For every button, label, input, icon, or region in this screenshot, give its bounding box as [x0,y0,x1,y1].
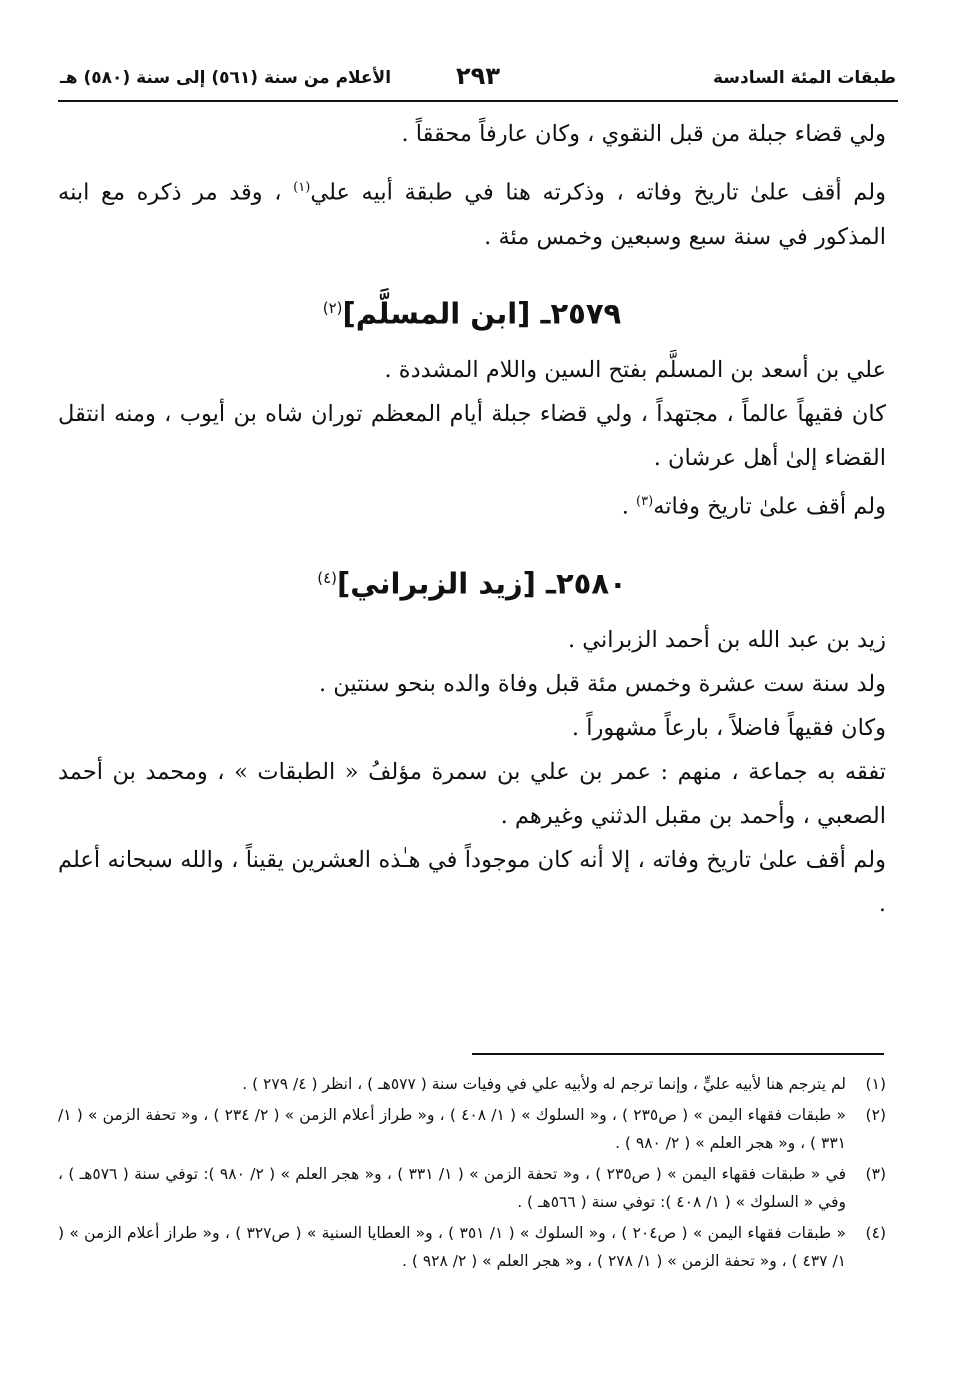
paragraph-text: ولم أقف علىٰ تاريخ وفاته ، وذكرته هنا في طبقة أبيه علي [310,179,886,206]
paragraph-continued-1: ولي قضاء جبلة من قبل النقوي ، وكان عارفاً محققاً . [401,121,886,147]
running-head-section-range: الأعلام من سنة (٥٦١) إلى سنة (٥٨٠) هـ [60,68,392,88]
entry-2579-heading [58,283,886,339]
main-text [58,112,886,926]
footnote-text: في « طبقات فقهاء اليمن » ( ص٢٣٥ ) ، و« تحفة الزمن » ( ١/ ٣٣١ ) ، و« هجر العلم » ( ٢/ ٩٨٠ ): توفي سنة ( ٥٧٦هـ ) ، وفي « السلوك » ( ١/ ٤٠٨ ): توفي سنة ( ٥٦٦هـ ) . [58,1165,846,1211]
entry-2580-paragraph-5: ولم أقف علىٰ تاريخ وفاته ، إلا أنه كان موجوداً في هـٰذه العشرين يقيناً ، والله سبحانه أعلم . [58,847,886,918]
footnote-item [58,1160,886,1216]
footnote-ref-3[interactable]: (٣) [636,494,654,510]
footnote-ref-2[interactable]: (٢) [322,298,343,317]
entry-2580-paragraph-3: وكان فقيهاً فاضلاً ، بارعاً مشهوراً . [571,715,886,742]
entry-2579-paragraph-1: علي بن أسعد بن المسلَّم بفتح السين واللام المشددة . [384,357,886,384]
entry-2580-paragraph-4: تفقه به جماعة ، منهم : عمر بن علي بن سمرة مؤلفُ « الطبقات » ، ومحمد بن أحمد الصعبي ، وأحمد بن مقبل الدثني وغيرهم . [58,759,886,830]
entry-2580-paragraph-1: زيد بن عبد الله بن أحمد الزبراني . [567,627,886,654]
footnote-number: (٤) [865,1224,886,1242]
footnote-ref-4[interactable]: (٤) [317,568,338,587]
paragraph-continued-2 [58,166,886,259]
entry-2579-paragraph-3 [58,480,886,529]
footnote-ref-1[interactable]: (١) [293,180,311,195]
footnote-rule [472,1053,884,1055]
footnote-text: لم يترجم هنا لأبيه عليٍّ ، وإنما ترجم له ولأبيه علي في وفيات سنة ( ٥٧٧هـ ) ، انظر ( ٤/ ٢٧٩ ) . [242,1075,846,1093]
entry-2580-paragraph-2: ولد سنة ست عشرة وخمس مئة قبل وفاة والده بنحو سنتين . [318,671,886,698]
footnote-text: « طبقات فقهاء اليمن » ( ص٢٠٤ ) ، و« السلوك » ( ١/ ٣٥١ ) ، و« العطايا السنية » ( ص٣٢٧ ) ، و« طراز أعلام الزمن » ( ١/ ٤٣٧ ) ، و« تحفة الزمن » ( ١/ ٢٧٨ ) ، و« هجر العلم » ( ٢/ ٩٢٨ ) . [58,1224,846,1270]
footnote-number: (١) [865,1075,886,1093]
page-number: ٢٩٣ [456,62,500,90]
header-rule [58,100,898,102]
paragraph-text: ، وقد مر ذكره مع ابنه المذكور في سنة سبع وسبعين وخمس مئة . [58,179,886,250]
running-head [60,62,896,96]
entry-title-text: ٢٥٨٠ـ [زيد الزبراني] [337,566,627,601]
footnote-item [58,1101,886,1157]
entry-2580-heading [58,553,886,609]
entry-title-text: ٢٥٧٩ـ [ابن المسلَّم] [342,296,622,331]
footnotes [58,1070,886,1278]
footnote-item [58,1070,886,1098]
footnote-text: « طبقات فقهاء اليمن » ( ص٢٣٥ ) ، و« السلوك » ( ١/ ٤٠٨ ) ، و« طراز أعلام الزمن » ( ٢/ ٢٣٤ ) ، و« تحفة الزمن » ( ١/ ٣٣١ ) ، و« هجر العلم » ( ٢/ ٩٨٠ ) . [58,1106,847,1152]
paragraph-text: . [621,493,637,520]
footnote-number: (٣) [865,1165,886,1183]
footnote-number: (٢) [865,1106,886,1124]
footnote-item [58,1219,886,1275]
paragraph-text: ولم أقف علىٰ تاريخ وفاته [653,493,886,520]
entry-2579-paragraph-2: كان فقيهاً عالماً ، مجتهداً ، ولي قضاء جبلة أيام المعظم توران شاه بن أيوب ، ومنه انتقل القضاء إلىٰ أهل عرشان . [58,401,886,472]
running-head-book-title: طبقات المئة السادسة [713,68,896,88]
